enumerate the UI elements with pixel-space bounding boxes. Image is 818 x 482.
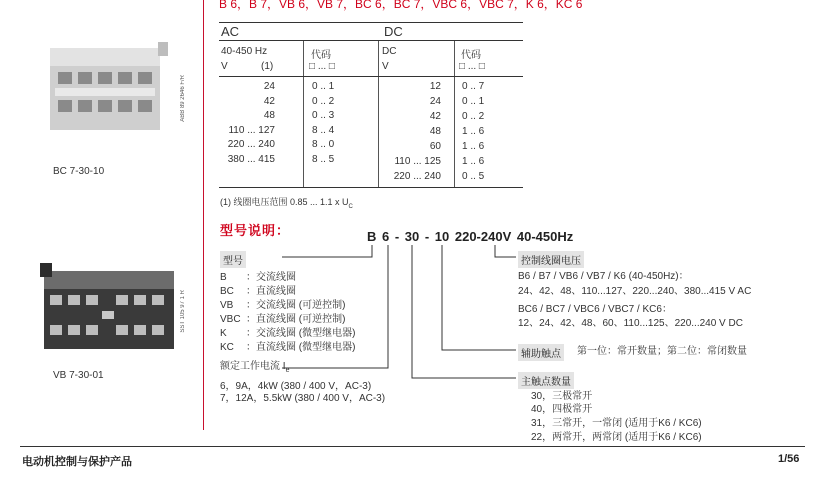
ac-header: AC <box>221 24 240 39</box>
ac-code-cell: 8 .. 4 <box>312 124 335 136</box>
dc-code-cell: 0 .. 2 <box>462 111 485 122</box>
contactor-photo-bc7 <box>40 40 180 138</box>
coil-line: B6 / B7 / VB6 / VB7 / K6 (40-450Hz)： <box>518 271 689 282</box>
type-label: 型号 <box>220 251 246 268</box>
header-models: B 6，B 7，VB 6，VB 7，BC 6，BC 7，VBC 6，VBC 7，K 6，KC 6 <box>219 0 583 11</box>
type-code: VBC <box>220 314 241 325</box>
aux-label: 辅助触点 <box>518 344 564 361</box>
current-label: 额定工作电流 $I_e$ <box>220 361 290 374</box>
type-code: B <box>220 272 227 283</box>
type-code: K <box>220 328 227 339</box>
ac-code-cell: 0 .. 2 <box>312 95 335 107</box>
type-code: KC <box>220 342 234 353</box>
dc-code-cell: 1 .. 6 <box>462 141 485 152</box>
type-desc: ：交流线圈 (微型继电器) <box>246 328 356 339</box>
dc-code-cell: 1 .. 6 <box>462 156 485 167</box>
product-caption: BC 7-30-10 <box>53 166 105 177</box>
dc-voltage-cell: 220 ... 240 <box>393 171 441 182</box>
ac-code-label: 代码 <box>311 50 331 61</box>
ac-voltage-cell: 42 <box>263 95 275 107</box>
type-code: BC <box>220 286 234 297</box>
coil-line: 24、42、48、110...127、220...240、380...415 V AC <box>518 286 752 297</box>
coil-line: 12、24、42、48、60、110...125、220...240 V DC <box>518 318 743 329</box>
dc-voltage-cell: 42 <box>429 111 441 122</box>
ac-code-cell: 0 .. 3 <box>312 110 335 121</box>
dc-code-box: □ ... □ <box>459 61 485 72</box>
page-number: 1/56 <box>778 453 800 465</box>
ac-sub-v: V <box>221 61 228 72</box>
main-line: 31，三常开，一常闭 (适用于K6 / KC6) <box>531 418 702 429</box>
ac-code-cell: 8 .. 0 <box>312 139 335 150</box>
dc-code-cell: 0 .. 5 <box>462 171 485 182</box>
ac-sub-hz: 40-450 Hz <box>221 46 268 57</box>
coil-label: 控制线圈电压 <box>518 251 584 268</box>
product-caption: VB 7-30-01 <box>53 370 104 381</box>
dc-voltage-cell: 12 <box>429 81 441 92</box>
current-line: 6，9A，4kW (380 / 400 V，AC-3) <box>220 381 372 392</box>
ac-voltage-cell: 220 ... 240 <box>227 139 275 150</box>
model-code: B 6 - 30 - 10 220-240V 40-450Hz <box>367 229 574 244</box>
footer-rule <box>20 446 805 447</box>
current-line: 7，12A，5.5kW (380 / 400 V，AC-3) <box>220 393 386 404</box>
type-desc: ：交流线圈 <box>246 272 296 283</box>
dc-voltage-cell: 110 ... 125 <box>394 156 441 167</box>
dc-header: DC <box>384 24 403 39</box>
dc-voltage-cell: 24 <box>429 96 441 107</box>
ac-voltage-cell: 24 <box>263 81 275 92</box>
product-code: SST 105 97 1 R <box>180 290 186 333</box>
type-desc: ：直流线圈 (可逆控制) <box>246 314 346 325</box>
ac-code-cell: 8 .. 5 <box>312 153 335 165</box>
dc-voltage-cell: 60 <box>429 141 441 152</box>
contactor-photo-vb7 <box>40 255 180 353</box>
product-code: ABB 89 2646 F/R <box>180 75 186 122</box>
footer-title: 电动机控制与保护产品 <box>22 456 132 468</box>
type-desc: ：交流线圈 (可逆控制) <box>246 300 346 311</box>
dc-code-cell: 0 .. 7 <box>462 81 485 92</box>
dc-voltage-cell: 48 <box>429 126 441 137</box>
aux-text: 第一位：常开数量；第二位：常闭数量 <box>577 346 747 357</box>
ac-sub-note: (1) <box>261 61 274 72</box>
ac-code-cell: 0 .. 1 <box>312 81 335 92</box>
table-footnote: (1) 线圈电压范围 0.85 ... 1.1 x $U_C$ <box>220 197 353 210</box>
ac-code-box: □ ... □ <box>309 61 335 72</box>
ac-voltage-cell: 110 ... 127 <box>228 124 275 136</box>
dc-code-label: 代码 <box>461 50 481 61</box>
ac-voltage-cell: 380 ... 415 <box>227 153 275 165</box>
type-desc: ：直流线圈 <box>246 286 296 297</box>
type-code: VB <box>220 300 234 311</box>
main-line: 30，三极常开 <box>531 391 593 402</box>
dc-sub-dc: DC <box>382 46 397 57</box>
main-label: 主触点数量 <box>518 372 574 389</box>
main-line: 40，四极常开 <box>531 404 593 415</box>
dc-code-cell: 1 .. 6 <box>462 126 485 137</box>
type-desc: ：直流线圈 (微型继电器) <box>246 342 356 353</box>
dc-sub-v: V <box>382 61 389 72</box>
dc-code-cell: 0 .. 1 <box>462 96 485 107</box>
main-line: 22，两常开，两常闭 (适用于K6 / KC6) <box>531 432 702 443</box>
ac-voltage-cell: 48 <box>263 110 275 121</box>
explain-title: 型号说明： <box>220 223 291 238</box>
coil-line: BC6 / BC7 / VBC6 / VBC7 / KC6： <box>518 304 672 315</box>
